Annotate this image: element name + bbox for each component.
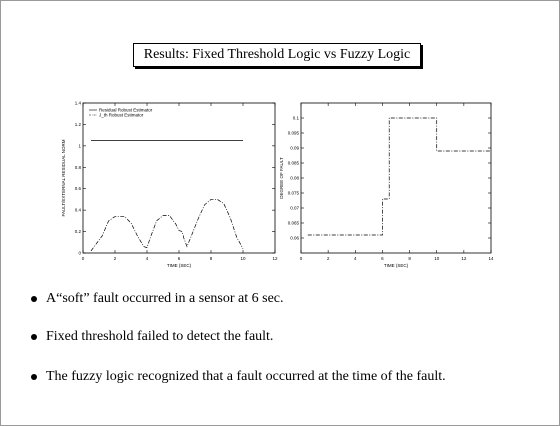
y-tick-label: 0.075 [287,190,299,196]
y-tick-label: 0.6 [74,186,81,192]
x-axis-label: TIME (SEC) [383,263,409,268]
y-tick-label: 0.06 [290,235,299,241]
y-tick-label: 0.07 [290,205,299,211]
x-tick-label: 6 [381,256,384,261]
degree-of-fault-chart [279,97,505,273]
bullet-dot-icon [31,296,37,302]
x-tick-label: 10 [240,256,246,261]
y-tick-label: 0.08 [290,175,299,181]
y-tick-label: 0.095 [287,130,299,136]
x-tick-label: 10 [434,256,440,261]
y-tick-label: 1.2 [74,121,81,127]
y-tick-label: 0.4 [74,207,81,213]
y-tick-label: 0.09 [290,145,299,151]
bullet-text: Fixed threshold failed to detect the fault. [46,329,274,344]
y-tick-label: 1 [78,143,81,149]
legend-label: J_th Robust Estimator [99,112,144,118]
y-tick-label: 0.2 [74,229,81,235]
x-axis-label: TIME (SEC) [166,263,192,268]
legend-label: Residual Robust Estimator [99,107,153,113]
plot-frame [301,103,491,253]
x-tick-label: 0 [81,256,85,261]
series-line [91,199,243,250]
y-tick-label: 0.1 [292,115,299,121]
y-tick-label: 0.065 [287,220,299,226]
bullet-item [31,291,284,307]
x-tick-label: 14 [488,256,494,261]
x-tick-label: 6 [177,256,181,261]
x-tick-label: 2 [113,256,117,261]
bullet-dot-icon [31,374,37,380]
y-tick-label: 1.4 [74,100,81,106]
y-axis-label: DEGREE OF FAULT [279,157,284,199]
x-tick-label: 0 [299,256,303,261]
bullet-item [31,369,446,385]
bullet-text: The fuzzy logic recognized that a fault occurred at the time of the fault. [46,369,446,384]
series-line [308,118,491,235]
bullet-text: A“soft” fault occurred in a sensor at 6 sec. [46,291,284,306]
y-tick-label: 0 [78,250,81,256]
slide-title: Results: Fixed Threshold Logic vs Fuzzy Logic [133,43,421,67]
bullet-dot-icon [31,334,37,340]
x-tick-label: 2 [326,256,330,261]
x-tick-label: 8 [408,256,411,261]
x-tick-label: 4 [354,256,357,261]
x-tick-label: 12 [272,256,278,261]
y-axis-label: FAULT/EXTERNAL RESIDUAL NORM [61,139,66,217]
residual-norm-chart [61,97,287,273]
x-tick-label: 4 [145,256,149,261]
bullet-item [31,329,273,345]
x-tick-label: 8 [209,256,213,261]
x-tick-label: 12 [461,256,467,261]
y-tick-label: 0.8 [74,164,81,170]
y-tick-label: 0.085 [287,160,299,166]
